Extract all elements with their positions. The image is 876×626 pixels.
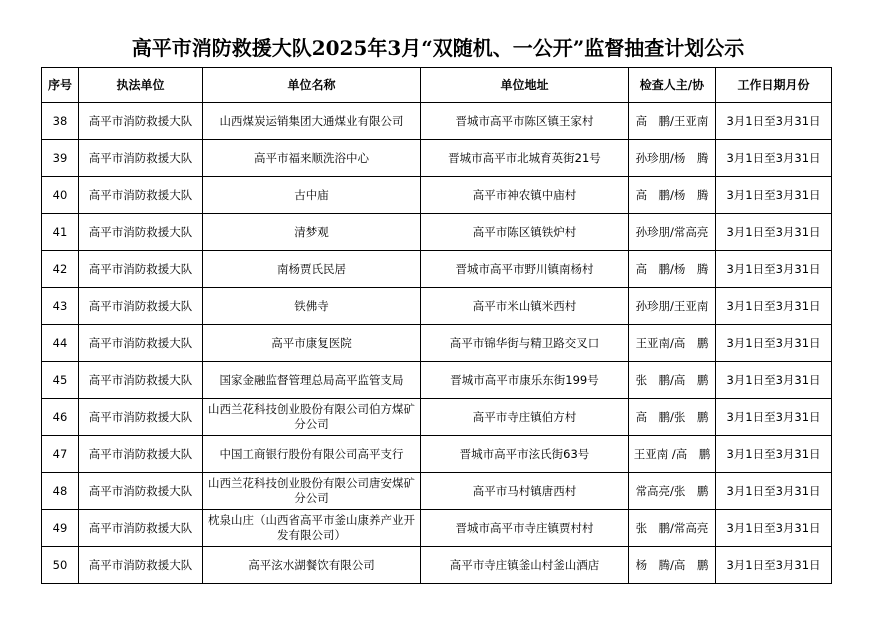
cell-enforcement-unit: 高平市消防救援大队 <box>79 362 203 399</box>
cell-inspectors: 王亚南/高 鹏 <box>629 325 716 362</box>
cell-entity-address: 高平市陈区镇铁炉村 <box>421 214 629 251</box>
cell-inspectors: 孙珍朋/王亚南 <box>629 288 716 325</box>
header-entity-address: 单位地址 <box>421 68 629 103</box>
cell-entity-name: 南杨贾氏民居 <box>203 251 421 288</box>
cell-entity-address: 高平市寺庄镇伯方村 <box>421 399 629 436</box>
cell-entity-address: 晋城市高平市陈区镇王家村 <box>421 103 629 140</box>
cell-inspectors: 高 鹏/张 鹏 <box>629 399 716 436</box>
cell-work-period: 3月1日至3月31日 <box>716 214 832 251</box>
table-row <box>42 251 832 288</box>
cell-work-period: 3月1日至3月31日 <box>716 325 832 362</box>
cell-entity-address: 高平市锦华街与精卫路交叉口 <box>421 325 629 362</box>
cell-entity-name: 铁佛寺 <box>203 288 421 325</box>
cell-work-period: 3月1日至3月31日 <box>716 140 832 177</box>
table-row <box>42 362 832 399</box>
cell-inspectors: 高 鹏/杨 腾 <box>629 251 716 288</box>
table-row <box>42 399 832 436</box>
cell-serial-no: 41 <box>42 214 79 251</box>
cell-entity-name: 中国工商银行股份有限公司高平支行 <box>203 436 421 473</box>
cell-work-period: 3月1日至3月31日 <box>716 436 832 473</box>
cell-entity-name: 清梦观 <box>203 214 421 251</box>
cell-work-period: 3月1日至3月31日 <box>716 510 832 547</box>
table-row <box>42 325 832 362</box>
cell-work-period: 3月1日至3月31日 <box>716 399 832 436</box>
cell-serial-no: 48 <box>42 473 79 510</box>
cell-inspectors: 高 鹏/王亚南 <box>629 103 716 140</box>
cell-entity-name: 枕泉山庄（山西省高平市釜山康养产业开发有限公司） <box>203 510 421 547</box>
cell-enforcement-unit: 高平市消防救援大队 <box>79 473 203 510</box>
inspection-plan-table <box>41 67 832 584</box>
cell-serial-no: 44 <box>42 325 79 362</box>
cell-entity-name: 高平泫水湖餐饮有限公司 <box>203 547 421 584</box>
table-row <box>42 214 832 251</box>
cell-enforcement-unit: 高平市消防救援大队 <box>79 177 203 214</box>
cell-serial-no: 40 <box>42 177 79 214</box>
cell-serial-no: 50 <box>42 547 79 584</box>
cell-serial-no: 45 <box>42 362 79 399</box>
cell-entity-address: 高平市马村镇唐西村 <box>421 473 629 510</box>
cell-serial-no: 39 <box>42 140 79 177</box>
cell-entity-name: 高平市福来顺洗浴中心 <box>203 140 421 177</box>
cell-entity-address: 晋城市高平市泫氏街63号 <box>421 436 629 473</box>
cell-enforcement-unit: 高平市消防救援大队 <box>79 214 203 251</box>
cell-inspectors: 张 鹏/常高亮 <box>629 510 716 547</box>
cell-serial-no: 49 <box>42 510 79 547</box>
cell-entity-name: 高平市康复医院 <box>203 325 421 362</box>
table-row <box>42 177 832 214</box>
cell-entity-name: 古中庙 <box>203 177 421 214</box>
cell-enforcement-unit: 高平市消防救援大队 <box>79 399 203 436</box>
cell-work-period: 3月1日至3月31日 <box>716 473 832 510</box>
page-title: 高平市消防救援大队2025年3月“双随机、一公开”监督抽查计划公示 <box>131 36 745 60</box>
cell-enforcement-unit: 高平市消防救援大队 <box>79 436 203 473</box>
cell-inspectors: 张 鹏/高 鹏 <box>629 362 716 399</box>
cell-entity-address: 晋城市高平市野川镇南杨村 <box>421 251 629 288</box>
cell-serial-no: 43 <box>42 288 79 325</box>
header-serial-no: 序号 <box>42 68 79 103</box>
cell-work-period: 3月1日至3月31日 <box>716 177 832 214</box>
cell-inspectors: 常高亮/张 鹏 <box>629 473 716 510</box>
cell-serial-no: 46 <box>42 399 79 436</box>
cell-inspectors: 孙珍朋/常高亮 <box>629 214 716 251</box>
header-row <box>42 68 832 103</box>
cell-enforcement-unit: 高平市消防救援大队 <box>79 288 203 325</box>
cell-entity-name: 山西煤炭运销集团大通煤业有限公司 <box>203 103 421 140</box>
cell-inspectors: 杨 腾/高 鹏 <box>629 547 716 584</box>
cell-work-period: 3月1日至3月31日 <box>716 547 832 584</box>
cell-entity-address: 高平市米山镇米西村 <box>421 288 629 325</box>
header-inspectors: 检查人主/协 <box>629 68 716 103</box>
cell-work-period: 3月1日至3月31日 <box>716 362 832 399</box>
table-row <box>42 547 832 584</box>
cell-work-period: 3月1日至3月31日 <box>716 288 832 325</box>
table-row <box>42 473 832 510</box>
table-row <box>42 140 832 177</box>
header-entity-name: 单位名称 <box>203 68 421 103</box>
cell-enforcement-unit: 高平市消防救援大队 <box>79 325 203 362</box>
table-body <box>42 103 832 584</box>
cell-inspectors: 王亚南 /高 鹏 <box>629 436 716 473</box>
cell-enforcement-unit: 高平市消防救援大队 <box>79 547 203 584</box>
cell-entity-address: 晋城市高平市康乐东街199号 <box>421 362 629 399</box>
cell-inspectors: 孙珍朋/杨 腾 <box>629 140 716 177</box>
header-enforcement-unit: 执法单位 <box>79 68 203 103</box>
table-row <box>42 288 832 325</box>
cell-serial-no: 47 <box>42 436 79 473</box>
cell-entity-name: 国家金融监督管理总局高平监管支局 <box>203 362 421 399</box>
cell-enforcement-unit: 高平市消防救援大队 <box>79 140 203 177</box>
table-row <box>42 510 832 547</box>
cell-entity-address: 高平市神农镇中庙村 <box>421 177 629 214</box>
cell-inspectors: 高 鹏/杨 腾 <box>629 177 716 214</box>
cell-entity-address: 高平市寺庄镇釜山村釜山酒店 <box>421 547 629 584</box>
table-row <box>42 103 832 140</box>
cell-enforcement-unit: 高平市消防救援大队 <box>79 251 203 288</box>
table-header <box>42 68 832 103</box>
cell-entity-name: 山西兰花科技创业股份有限公司伯方煤矿分公司 <box>203 399 421 436</box>
cell-serial-no: 38 <box>42 103 79 140</box>
table-row <box>42 436 832 473</box>
header-work-period: 工作日期月份 <box>716 68 832 103</box>
cell-entity-address: 晋城市高平市北城育英街21号 <box>421 140 629 177</box>
cell-work-period: 3月1日至3月31日 <box>716 103 832 140</box>
cell-enforcement-unit: 高平市消防救援大队 <box>79 510 203 547</box>
cell-work-period: 3月1日至3月31日 <box>716 251 832 288</box>
cell-enforcement-unit: 高平市消防救援大队 <box>79 103 203 140</box>
cell-entity-name: 山西兰花科技创业股份有限公司唐安煤矿分公司 <box>203 473 421 510</box>
cell-entity-address: 晋城市高平市寺庄镇贾村村 <box>421 510 629 547</box>
cell-serial-no: 42 <box>42 251 79 288</box>
